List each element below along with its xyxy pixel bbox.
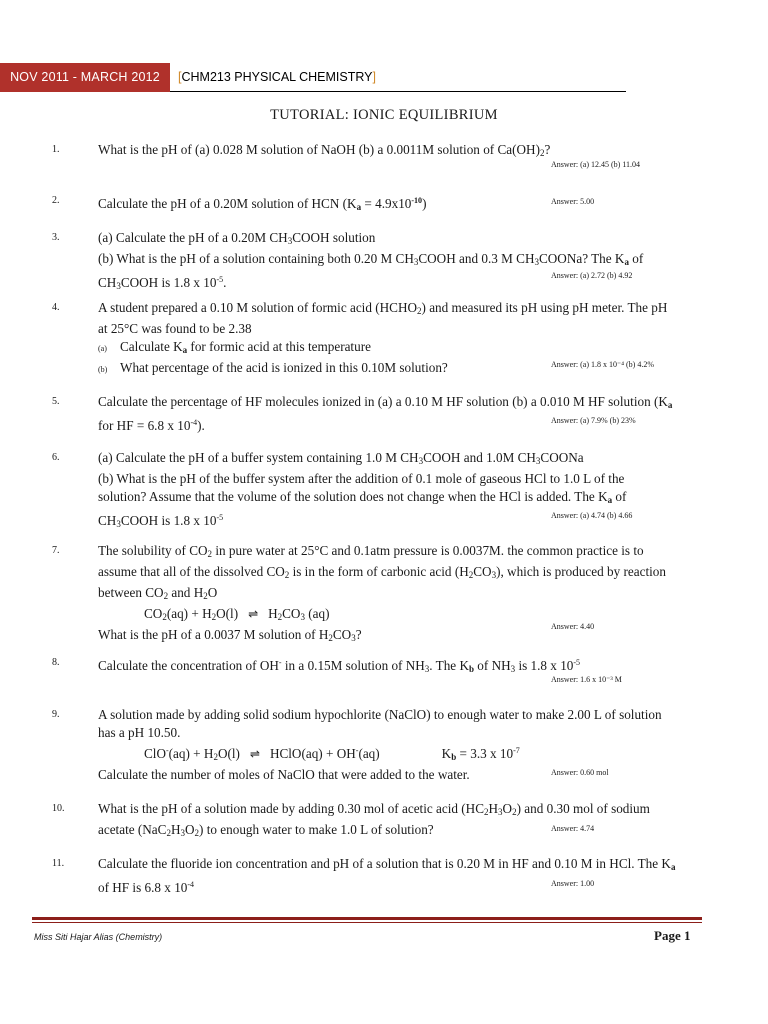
question-number: 1. — [52, 144, 60, 155]
subscript: 3 — [498, 807, 503, 817]
subscript: a — [624, 257, 629, 267]
equilibrium-arrow-icon: ⇌ — [248, 607, 259, 621]
item-label: (a) — [98, 344, 107, 353]
text: CH — [98, 275, 117, 290]
answer: Answer: (a) 12.45 (b) 11.04 — [551, 160, 641, 169]
superscript: -4 — [190, 418, 198, 427]
text: ). — [197, 418, 205, 433]
subscript: 2 — [512, 807, 517, 817]
text: O(l) — [216, 606, 239, 621]
text: ? — [544, 142, 551, 157]
text: of — [628, 251, 644, 266]
subscript: 2 — [213, 752, 218, 762]
subscript: 2 — [163, 591, 169, 601]
text: (aq) — [358, 746, 380, 761]
subscript: 2 — [284, 570, 290, 580]
subscript: a — [670, 862, 676, 872]
text: ) to enough water to make 1.0 L of solution? — [199, 822, 434, 837]
close-bracket: ] — [372, 70, 376, 84]
text: ClO — [144, 746, 166, 761]
text: of NH — [474, 658, 511, 673]
subscript: 3 — [300, 612, 305, 622]
text: COOH is 1.8 x 10 — [120, 275, 217, 290]
text: CO — [144, 606, 163, 621]
answer: Answer: 4.74 — [551, 824, 595, 833]
subscript: 2 — [468, 570, 474, 580]
subscript: 3 — [116, 281, 121, 291]
subscript: 2 — [162, 612, 167, 622]
text: (b) What is the pH of a solution containing both 0.20 M CH — [98, 251, 414, 266]
text: ), which is produced by reaction — [496, 564, 666, 579]
subscript: a — [182, 345, 188, 355]
text: (a) Calculate the pH of a buffer system containing 1.0 M CH — [98, 450, 419, 465]
answer: Answer: 1.00 — [551, 879, 595, 888]
text: O — [207, 585, 218, 600]
question-number: 2. — [52, 195, 60, 206]
text: ) and measured its pH using pH meter. The pH — [421, 300, 668, 315]
text: between CO — [98, 585, 164, 600]
text: has a pH 10.50. — [98, 725, 181, 740]
question-number: 6. — [52, 452, 60, 463]
subscript: 2 — [328, 633, 333, 643]
superscript: -10 — [411, 196, 423, 205]
text: COOH and 0.3 M CH — [418, 251, 535, 266]
question-number: 8. — [52, 657, 60, 668]
text: Calculate the percentage of HF molecules ionized in (a) a 0.10 M HF solution (b) a 0.010 M HF solution (K — [98, 394, 668, 409]
answer: Answer: (a) 1.8 x 10⁻⁴ (b) 4.2% — [551, 360, 654, 369]
text: ) and 0.30 mol of sodium — [516, 801, 650, 816]
subscript: 2 — [484, 807, 489, 817]
equation — [98, 605, 698, 626]
text: H — [170, 822, 181, 837]
answer: Answer: (a) 4.74 (b) 4.66 — [551, 511, 633, 520]
text: . The K — [429, 658, 469, 673]
text: ? — [355, 627, 362, 642]
subscript: a — [356, 202, 362, 212]
text: is in the form of carbonic acid (H — [289, 564, 469, 579]
text: Calculate K — [120, 339, 183, 354]
text: . — [223, 275, 227, 290]
text: CO — [473, 564, 492, 579]
text: is 1.8 x 10 — [515, 658, 574, 673]
question-number: 9. — [52, 709, 60, 720]
text: K — [441, 746, 452, 761]
page-number: Page 1 — [654, 928, 691, 943]
subscript: 2 — [277, 612, 283, 622]
text: HClO(aq) + OH — [269, 746, 356, 761]
page-title: TUTORIAL: IONIC EQUILIBRIUM — [270, 107, 498, 123]
answer: Answer: (a) 7.9% (b) 23% — [551, 416, 636, 425]
text: solution? Assume that the volume of the solution does not change when the HCl is added. The K — [98, 489, 608, 504]
text: What percentage of the acid is ionized in this 0.10M solution? — [120, 360, 448, 375]
text: at 25°C was found to be 2.38 — [98, 321, 252, 336]
question-text — [98, 855, 698, 897]
superscript: - — [278, 658, 282, 667]
text: CO — [332, 627, 352, 642]
subscript: 2 — [194, 828, 200, 838]
superscript: -5 — [216, 513, 224, 522]
text: H — [268, 606, 278, 621]
text: A student prepared a 0.10 M solution of formic acid (HCHO — [98, 300, 417, 315]
subscript: a — [607, 495, 613, 505]
text: H — [488, 801, 499, 816]
text: CO — [282, 606, 301, 621]
text: COONa? The K — [538, 251, 625, 266]
footer-rule-thick — [32, 917, 702, 920]
question-text — [98, 542, 698, 647]
text: A solution made by adding solid sodium hypochlorite (NaClO) to enough water to make 2.00 L of solution — [98, 707, 662, 722]
question-number: 4. — [52, 302, 60, 313]
text: What is the pH of (a) 0.028 M solution of NaOH (b) a 0.0011M solution of Ca(OH) — [98, 142, 540, 157]
equilibrium-arrow-icon: ⇌ — [249, 747, 260, 761]
text: What is the pH of a 0.0037 M solution of H — [98, 627, 329, 642]
text: = 3.3 x 10 — [456, 746, 514, 761]
question-text — [98, 192, 698, 216]
text: (aq) + H — [166, 606, 212, 621]
text: COONa — [540, 450, 584, 465]
subscript: 2 — [166, 828, 171, 838]
text: (aq) — [304, 606, 330, 621]
superscript: -7 — [513, 746, 520, 755]
subscript: 3 — [424, 664, 430, 674]
text: COOH and 1.0M CH — [423, 450, 536, 465]
text: in pure water at 25°C and 0.1atm pressure is 0.0037M. the common practice is to — [212, 543, 644, 558]
subscript: 3 — [413, 257, 419, 267]
text: O — [185, 822, 195, 837]
question-number: 5. — [52, 396, 60, 407]
subscript: 3 — [535, 456, 541, 466]
text: ) — [422, 196, 427, 211]
footer-author: Miss Siti Hajar Alias (Chemistry) — [34, 932, 163, 942]
text: in a 0.15M solution of NH — [281, 658, 425, 673]
subscript: 3 — [351, 633, 356, 643]
open-bracket: [ — [178, 70, 182, 84]
superscript: - — [355, 746, 359, 755]
subscript: 3 — [534, 257, 539, 267]
text: O — [502, 801, 513, 816]
question-text — [98, 141, 698, 162]
text: of HF is 6.8 x 10 — [98, 880, 188, 895]
text: (b) What is the pH of the buffer system after the addition of 0.1 mole of gaseous HCl to 1.0 L of the — [98, 471, 625, 486]
subscript: 3 — [491, 570, 497, 580]
text: What is the pH of a solution made by adding 0.30 mol of acetic acid (HC — [98, 801, 485, 816]
text: Calculate the pH of a 0.20M solution of HCN (K — [98, 196, 357, 211]
subscript: 3 — [116, 519, 121, 529]
text: and H — [168, 585, 204, 600]
question-text — [98, 393, 698, 435]
text: for formic acid at this temperature — [187, 339, 371, 354]
text: for HF = 6.8 x 10 — [98, 418, 191, 433]
equation — [98, 742, 698, 766]
superscript: -4 — [187, 880, 195, 889]
subscript: 3 — [510, 664, 516, 674]
subscript: 3 — [287, 236, 293, 246]
subscript: 2 — [203, 591, 208, 601]
header-rule — [170, 91, 626, 92]
text: CH — [98, 513, 117, 528]
question-number: 11. — [52, 858, 65, 869]
answer: Answer: 5.00 — [551, 197, 595, 206]
text: of — [612, 489, 627, 504]
answer: Answer: 4.40 — [551, 622, 595, 631]
answer: Answer: 1.6 x 10⁻³ M — [551, 675, 622, 684]
text: (aq) + H — [168, 746, 214, 761]
subscript: 2 — [207, 549, 213, 559]
subscript: 2 — [211, 612, 217, 622]
item-label: (b) — [98, 365, 108, 374]
course-name: CHM213 PHYSICAL CHEMISTRY — [181, 70, 373, 84]
superscript: -5 — [216, 275, 224, 284]
subscript: b — [468, 664, 474, 674]
subscript: a — [667, 400, 673, 410]
question-text — [98, 800, 698, 842]
superscript: - — [165, 746, 169, 755]
question-text — [98, 229, 698, 295]
superscript: -5 — [573, 658, 581, 667]
period-banner: NOV 2011 - MARCH 2012 — [0, 63, 170, 92]
footer-rule-thin — [32, 922, 702, 923]
question-text — [98, 449, 698, 533]
answer: Answer: 0.60 mol — [551, 768, 609, 777]
text: assume that all of the dissolved CO — [98, 564, 285, 579]
question-number: 10. — [52, 803, 65, 814]
text: COOH is 1.8 x 10 — [120, 513, 217, 528]
course-title — [178, 70, 376, 84]
text: The solubility of CO — [98, 543, 208, 558]
text: acetate (NaC — [98, 822, 167, 837]
text: COOH solution — [292, 230, 376, 245]
text: Calculate the fluoride ion concentration and pH of a solution that is 0.20 M in HF and 0.10 M in HCl. The K — [98, 856, 671, 871]
question-number: 7. — [52, 545, 60, 556]
subscript: 3 — [418, 456, 424, 466]
question-number: 3. — [52, 232, 60, 243]
answer: Answer: (a) 2.72 (b) 4.92 — [551, 271, 633, 280]
subscript: b — [451, 752, 457, 762]
text: O(l) — [217, 746, 240, 761]
text: Calculate the number of moles of NaClO that were added to the water. — [98, 767, 470, 782]
subscript: 3 — [180, 828, 185, 838]
text: (a) Calculate the pH of a 0.20M CH — [98, 230, 288, 245]
text: = 4.9x10 — [361, 196, 412, 211]
subscript: 2 — [417, 306, 422, 316]
text: Calculate the concentration of OH — [98, 658, 279, 673]
subscript: 2 — [539, 148, 545, 158]
